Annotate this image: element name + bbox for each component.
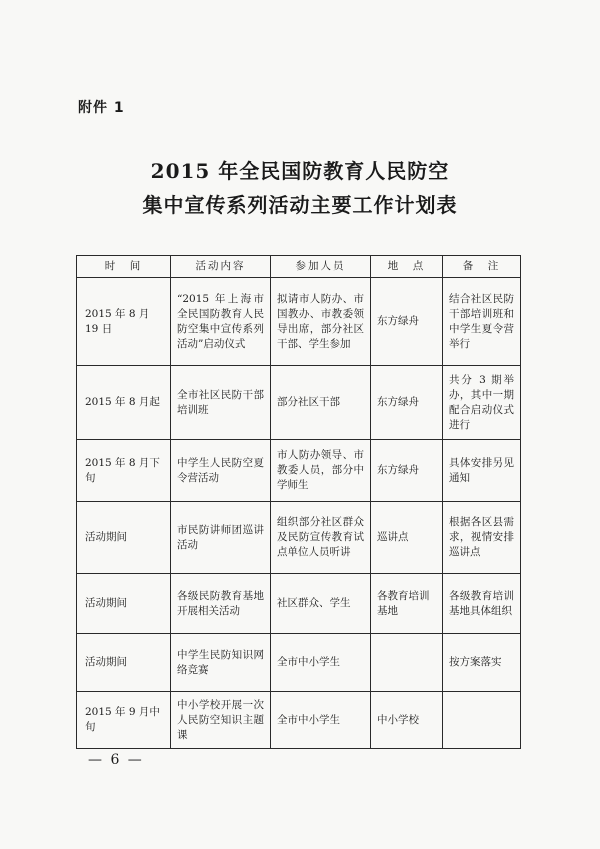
table-row bbox=[77, 366, 521, 440]
cell-participants: 全市中小学生 bbox=[271, 634, 371, 692]
cell-remarks bbox=[443, 692, 521, 749]
cell-participants: 拟请市人防办、市国教办、市教委领导出席，部分社区干部、学生参加 bbox=[271, 278, 371, 366]
table-row bbox=[77, 440, 521, 502]
table-row bbox=[77, 692, 521, 749]
cell-location: 东方绿舟 bbox=[371, 440, 443, 502]
table-row bbox=[77, 634, 521, 692]
header-location: 地 点 bbox=[371, 256, 443, 278]
cell-participants: 市人防办领导、市教委人员，部分中学师生 bbox=[271, 440, 371, 502]
cell-time: 2015 年 8 月起 bbox=[77, 366, 171, 440]
table-header-row bbox=[77, 256, 521, 278]
cell-content: 中学生民防知识网络竞赛 bbox=[171, 634, 271, 692]
cell-location: 东方绿舟 bbox=[371, 278, 443, 366]
header-content: 活动内容 bbox=[171, 256, 271, 278]
cell-time: 2015 年 8 月下旬 bbox=[77, 440, 171, 502]
work-plan-table bbox=[76, 255, 521, 749]
cell-remarks: 根据各区县需求，视情安排巡讲点 bbox=[443, 502, 521, 574]
cell-location: 中小学校 bbox=[371, 692, 443, 749]
cell-remarks: 共分 3 期举办，其中一期配合启动仪式进行 bbox=[443, 366, 521, 440]
attachment-label: 附件 1 bbox=[78, 100, 125, 116]
cell-time: 2015 年 8 月 19 日 bbox=[77, 278, 171, 366]
header-remarks: 备 注 bbox=[443, 256, 521, 278]
cell-time: 活动期间 bbox=[77, 634, 171, 692]
cell-remarks: 按方案落实 bbox=[443, 634, 521, 692]
cell-participants: 社区群众、学生 bbox=[271, 574, 371, 634]
table-row bbox=[77, 502, 521, 574]
cell-content: “2015 年上海市全民国防教育人民防空集中宣传系列活动”启动仪式 bbox=[171, 278, 271, 366]
cell-time: 2015 年 9 月中旬 bbox=[77, 692, 171, 749]
table-row bbox=[77, 278, 521, 366]
cell-time: 活动期间 bbox=[77, 502, 171, 574]
cell-participants: 组织部分社区群众及民防宣传教育试点单位人员听讲 bbox=[271, 502, 371, 574]
header-participants: 参加人员 bbox=[271, 256, 371, 278]
cell-participants: 部分社区干部 bbox=[271, 366, 371, 440]
cell-location: 巡讲点 bbox=[371, 502, 443, 574]
cell-location: 东方绿舟 bbox=[371, 366, 443, 440]
cell-content: 中学生人民防空夏令营活动 bbox=[171, 440, 271, 502]
cell-remarks: 具体安排另见通知 bbox=[443, 440, 521, 502]
document-title-line-1: 2015 年全民国防教育人民防空 bbox=[150, 159, 450, 183]
cell-time: 活动期间 bbox=[77, 574, 171, 634]
cell-location bbox=[371, 634, 443, 692]
document-title-line-2: 集中宣传系列活动主要工作计划表 bbox=[142, 193, 458, 217]
cell-content: 中小学校开展一次人民防空知识主题课 bbox=[171, 692, 271, 749]
header-time: 时 间 bbox=[77, 256, 171, 278]
page-number: — 6 — bbox=[88, 752, 144, 768]
cell-content: 全市社区民防干部培训班 bbox=[171, 366, 271, 440]
cell-remarks: 各级教育培训基地具体组织 bbox=[443, 574, 521, 634]
cell-remarks: 结合社区民防干部培训班和中学生夏令营举行 bbox=[443, 278, 521, 366]
cell-content: 市民防讲师团巡讲活动 bbox=[171, 502, 271, 574]
cell-participants: 全市中小学生 bbox=[271, 692, 371, 749]
cell-content: 各级民防教育基地开展相关活动 bbox=[171, 574, 271, 634]
table-row bbox=[77, 574, 521, 634]
cell-location: 各教育培训基地 bbox=[371, 574, 443, 634]
